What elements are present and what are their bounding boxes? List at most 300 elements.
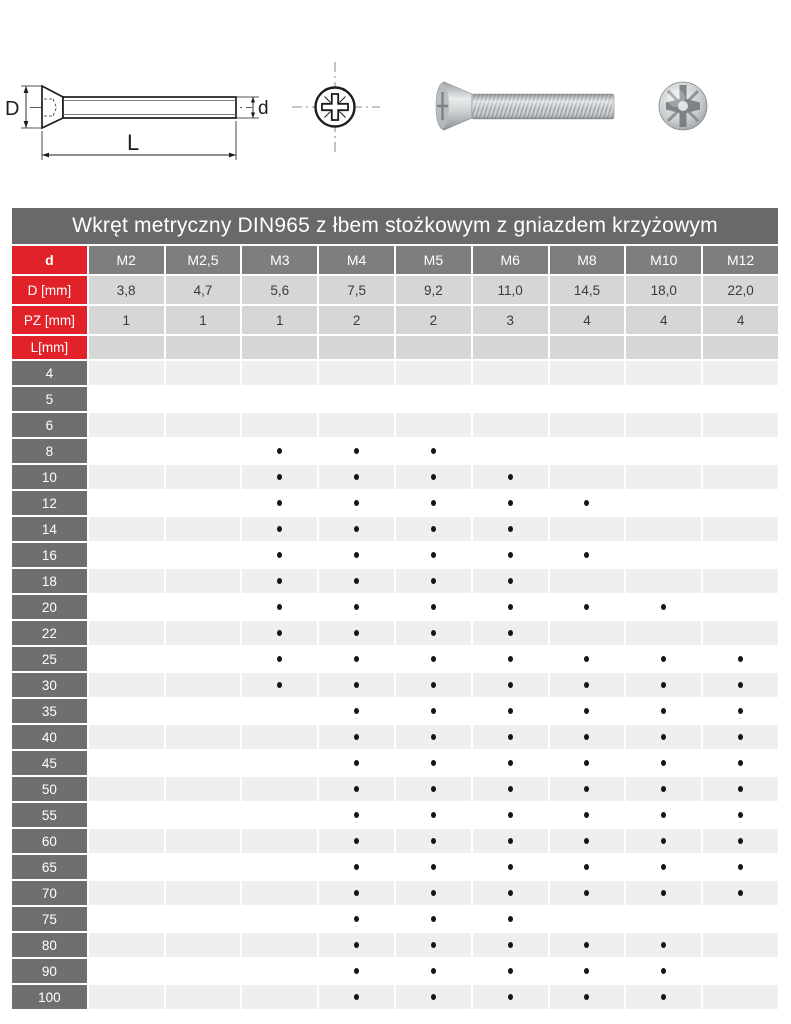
availability-cell-M8-5 — [550, 387, 625, 411]
dim-label-d: d — [258, 98, 269, 119]
availability-cell-M12-10 — [703, 465, 778, 489]
availability-cell-M12-12 — [703, 491, 778, 515]
availability-cell-M4-30 — [319, 673, 394, 697]
technical-drawing — [0, 48, 400, 188]
availability-dot — [661, 708, 666, 714]
length-section-empty-cell — [319, 336, 394, 359]
spec-value-cell: 4 — [550, 306, 625, 334]
availability-dot — [431, 864, 436, 870]
availability-cell-M8-18 — [550, 569, 625, 593]
availability-cell-M12-5 — [703, 387, 778, 411]
availability-dot — [277, 630, 282, 636]
availability-dot — [354, 968, 359, 974]
availability-dot — [508, 812, 513, 818]
availability-cell-M2,5-4 — [166, 361, 241, 385]
availability-cell-M4-6 — [319, 413, 394, 437]
availability-dot — [661, 760, 666, 766]
length-row-75 — [12, 907, 778, 931]
length-label: 50 — [12, 777, 87, 801]
length-row-70 — [12, 881, 778, 905]
availability-dot — [508, 942, 513, 948]
availability-cell-M3-20 — [242, 595, 317, 619]
availability-cell-M5-30 — [396, 673, 471, 697]
availability-cell-M8-50 — [550, 777, 625, 801]
availability-cell-M12-75 — [703, 907, 778, 931]
availability-cell-M8-100 — [550, 985, 625, 1009]
spec-value-cell: 1 — [89, 306, 164, 334]
product-photo-head — [659, 82, 707, 130]
spec-value-cell: 2 — [396, 306, 471, 334]
table-title: Wkręt metryczny DIN965 z łbem stożkowym z gniazdem krzyżowym — [12, 208, 778, 244]
availability-dot — [661, 994, 666, 1000]
availability-cell-M8-6 — [550, 413, 625, 437]
availability-cell-M6-16 — [473, 543, 548, 567]
availability-cell-M12-16 — [703, 543, 778, 567]
length-section-empty-cell — [242, 336, 317, 359]
length-label: 45 — [12, 751, 87, 775]
availability-dot — [661, 942, 666, 948]
availability-cell-M12-14 — [703, 517, 778, 541]
availability-cell-M5-80 — [396, 933, 471, 957]
spec-value-cell: 5,6 — [242, 276, 317, 304]
availability-dot — [354, 656, 359, 662]
availability-cell-M10-4 — [626, 361, 701, 385]
availability-dot — [431, 942, 436, 948]
availability-cell-M2-55 — [89, 803, 164, 827]
availability-dot — [354, 916, 359, 922]
availability-cell-M3-22 — [242, 621, 317, 645]
availability-cell-M3-4 — [242, 361, 317, 385]
availability-cell-M12-70 — [703, 881, 778, 905]
availability-cell-M8-35 — [550, 699, 625, 723]
availability-dot — [354, 994, 359, 1000]
availability-cell-M10-90 — [626, 959, 701, 983]
length-section-empty-cell — [550, 336, 625, 359]
availability-dot — [584, 968, 589, 974]
length-label: 30 — [12, 673, 87, 697]
length-row-20 — [12, 595, 778, 619]
availability-cell-M3-5 — [242, 387, 317, 411]
availability-dot — [584, 604, 589, 610]
length-label: 16 — [12, 543, 87, 567]
availability-dot — [584, 500, 589, 506]
availability-dot — [508, 838, 513, 844]
availability-cell-M2,5-5 — [166, 387, 241, 411]
availability-cell-M2-30 — [89, 673, 164, 697]
length-row-80 — [12, 933, 778, 957]
availability-dot — [354, 578, 359, 584]
availability-dot — [277, 604, 282, 610]
availability-cell-M3-14 — [242, 517, 317, 541]
availability-cell-M12-6 — [703, 413, 778, 437]
column-header-M10: M10 — [626, 246, 701, 274]
availability-cell-M6-10 — [473, 465, 548, 489]
availability-cell-M6-30 — [473, 673, 548, 697]
length-section-empty-cell — [703, 336, 778, 359]
length-label: 65 — [12, 855, 87, 879]
availability-cell-M12-45 — [703, 751, 778, 775]
availability-cell-M2,5-14 — [166, 517, 241, 541]
availability-cell-M3-30 — [242, 673, 317, 697]
availability-cell-M5-12 — [396, 491, 471, 515]
availability-cell-M12-50 — [703, 777, 778, 801]
availability-dot — [431, 916, 436, 922]
length-section-label: L[mm] — [12, 336, 87, 359]
availability-dot — [354, 838, 359, 844]
availability-dot — [508, 864, 513, 870]
availability-dot — [354, 890, 359, 896]
availability-dot — [277, 578, 282, 584]
length-label: 10 — [12, 465, 87, 489]
availability-dot — [277, 474, 282, 480]
availability-cell-M6-60 — [473, 829, 548, 853]
column-header-M5: M5 — [396, 246, 471, 274]
availability-cell-M8-75 — [550, 907, 625, 931]
availability-dot — [277, 682, 282, 688]
availability-cell-M12-25 — [703, 647, 778, 671]
availability-dot — [431, 448, 436, 454]
availability-cell-M12-100 — [703, 985, 778, 1009]
availability-cell-M12-20 — [703, 595, 778, 619]
availability-cell-M6-90 — [473, 959, 548, 983]
availability-cell-M8-30 — [550, 673, 625, 697]
length-label: 14 — [12, 517, 87, 541]
availability-cell-M10-8 — [626, 439, 701, 463]
availability-cell-M6-35 — [473, 699, 548, 723]
availability-dot — [431, 734, 436, 740]
availability-cell-M3-90 — [242, 959, 317, 983]
length-label: 80 — [12, 933, 87, 957]
availability-cell-M8-65 — [550, 855, 625, 879]
availability-cell-M12-4 — [703, 361, 778, 385]
availability-dot — [738, 760, 743, 766]
availability-cell-M8-14 — [550, 517, 625, 541]
availability-cell-M3-65 — [242, 855, 317, 879]
availability-dot — [431, 578, 436, 584]
length-row-40 — [12, 725, 778, 749]
availability-cell-M2-45 — [89, 751, 164, 775]
availability-cell-M3-10 — [242, 465, 317, 489]
length-label: 22 — [12, 621, 87, 645]
availability-cell-M2-50 — [89, 777, 164, 801]
availability-cell-M12-40 — [703, 725, 778, 749]
availability-dot — [277, 500, 282, 506]
availability-cell-M3-70 — [242, 881, 317, 905]
spec-value-cell: 2 — [319, 306, 394, 334]
availability-cell-M8-80 — [550, 933, 625, 957]
availability-dot — [277, 656, 282, 662]
length-row-12 — [12, 491, 778, 515]
availability-cell-M3-35 — [242, 699, 317, 723]
spec-row-label: D [mm] — [12, 276, 87, 304]
availability-cell-M10-14 — [626, 517, 701, 541]
availability-cell-M4-90 — [319, 959, 394, 983]
availability-cell-M3-12 — [242, 491, 317, 515]
availability-cell-M4-80 — [319, 933, 394, 957]
availability-dot — [431, 604, 436, 610]
availability-cell-M12-65 — [703, 855, 778, 879]
availability-dot — [661, 838, 666, 844]
column-header-M8: M8 — [550, 246, 625, 274]
availability-cell-M3-50 — [242, 777, 317, 801]
availability-cell-M6-100 — [473, 985, 548, 1009]
title-row — [12, 208, 778, 244]
availability-cell-M10-50 — [626, 777, 701, 801]
availability-cell-M4-55 — [319, 803, 394, 827]
availability-cell-M8-16 — [550, 543, 625, 567]
availability-dot — [738, 682, 743, 688]
availability-cell-M10-75 — [626, 907, 701, 931]
availability-dot — [508, 604, 513, 610]
availability-dot — [661, 864, 666, 870]
length-label: 60 — [12, 829, 87, 853]
availability-cell-M5-60 — [396, 829, 471, 853]
availability-cell-M5-10 — [396, 465, 471, 489]
availability-cell-M2-4 — [89, 361, 164, 385]
availability-cell-M2,5-12 — [166, 491, 241, 515]
availability-cell-M2,5-22 — [166, 621, 241, 645]
availability-cell-M2,5-40 — [166, 725, 241, 749]
availability-cell-M5-100 — [396, 985, 471, 1009]
spec-value-cell: 14,5 — [550, 276, 625, 304]
availability-dot — [431, 968, 436, 974]
availability-cell-M10-12 — [626, 491, 701, 515]
spec-value-cell: 1 — [166, 306, 241, 334]
availability-dot — [431, 760, 436, 766]
spec-value-cell: 18,0 — [626, 276, 701, 304]
spec-value-cell: 9,2 — [396, 276, 471, 304]
availability-cell-M8-10 — [550, 465, 625, 489]
screw-shank-outline — [63, 97, 236, 118]
availability-cell-M2-60 — [89, 829, 164, 853]
length-row-50 — [12, 777, 778, 801]
length-row-10 — [12, 465, 778, 489]
availability-cell-M3-80 — [242, 933, 317, 957]
availability-dot — [277, 526, 282, 532]
length-row-45 — [12, 751, 778, 775]
availability-cell-M5-55 — [396, 803, 471, 827]
spec-value-cell: 1 — [242, 306, 317, 334]
length-row-5 — [12, 387, 778, 411]
availability-dot — [354, 604, 359, 610]
availability-cell-M5-18 — [396, 569, 471, 593]
availability-cell-M2,5-45 — [166, 751, 241, 775]
availability-cell-M2-5 — [89, 387, 164, 411]
availability-cell-M2,5-30 — [166, 673, 241, 697]
availability-cell-M4-12 — [319, 491, 394, 515]
availability-cell-M6-6 — [473, 413, 548, 437]
availability-dot — [431, 890, 436, 896]
availability-cell-M2-100 — [89, 985, 164, 1009]
spec-value-cell: 7,5 — [319, 276, 394, 304]
availability-cell-M2-18 — [89, 569, 164, 593]
length-label: 18 — [12, 569, 87, 593]
availability-dot — [584, 942, 589, 948]
length-section-empty-cell — [626, 336, 701, 359]
availability-cell-M4-4 — [319, 361, 394, 385]
availability-cell-M2,5-25 — [166, 647, 241, 671]
spec-row — [12, 306, 778, 334]
availability-cell-M12-18 — [703, 569, 778, 593]
availability-dot — [431, 994, 436, 1000]
availability-dot — [738, 734, 743, 740]
availability-cell-M2,5-80 — [166, 933, 241, 957]
dim-label-L: L — [127, 130, 140, 155]
availability-cell-M2-16 — [89, 543, 164, 567]
length-row-60 — [12, 829, 778, 853]
length-row-22 — [12, 621, 778, 645]
length-label: 75 — [12, 907, 87, 931]
availability-cell-M3-75 — [242, 907, 317, 931]
length-label: 35 — [12, 699, 87, 723]
availability-cell-M8-8 — [550, 439, 625, 463]
availability-cell-M2,5-18 — [166, 569, 241, 593]
availability-dot — [354, 448, 359, 454]
availability-cell-M10-35 — [626, 699, 701, 723]
availability-cell-M2,5-90 — [166, 959, 241, 983]
availability-dot — [354, 942, 359, 948]
availability-cell-M10-22 — [626, 621, 701, 645]
availability-cell-M12-60 — [703, 829, 778, 853]
spec-value-cell: 11,0 — [473, 276, 548, 304]
availability-cell-M8-40 — [550, 725, 625, 749]
availability-cell-M10-30 — [626, 673, 701, 697]
availability-cell-M3-8 — [242, 439, 317, 463]
availability-cell-M10-65 — [626, 855, 701, 879]
availability-dot — [431, 812, 436, 818]
availability-cell-M2,5-60 — [166, 829, 241, 853]
availability-dot — [661, 968, 666, 974]
availability-cell-M6-5 — [473, 387, 548, 411]
availability-dot — [431, 656, 436, 662]
availability-cell-M5-14 — [396, 517, 471, 541]
availability-cell-M2-14 — [89, 517, 164, 541]
availability-dot — [431, 552, 436, 558]
length-row-14 — [12, 517, 778, 541]
dim-label-D: D — [5, 98, 20, 120]
availability-cell-M2-65 — [89, 855, 164, 879]
availability-cell-M8-60 — [550, 829, 625, 853]
column-header-M6: M6 — [473, 246, 548, 274]
product-photo — [415, 68, 715, 148]
availability-cell-M4-70 — [319, 881, 394, 905]
length-label: 40 — [12, 725, 87, 749]
availability-cell-M8-12 — [550, 491, 625, 515]
availability-cell-M4-75 — [319, 907, 394, 931]
availability-dot — [508, 734, 513, 740]
availability-cell-M4-14 — [319, 517, 394, 541]
spec-value-cell: 3 — [473, 306, 548, 334]
availability-dot — [661, 786, 666, 792]
availability-dot — [431, 474, 436, 480]
availability-dot — [508, 994, 513, 1000]
availability-dot — [584, 760, 589, 766]
availability-cell-M4-22 — [319, 621, 394, 645]
availability-dot — [354, 682, 359, 688]
availability-cell-M4-40 — [319, 725, 394, 749]
availability-dot — [354, 526, 359, 532]
availability-cell-M10-5 — [626, 387, 701, 411]
availability-cell-M2-75 — [89, 907, 164, 931]
availability-cell-M6-55 — [473, 803, 548, 827]
availability-cell-M2,5-10 — [166, 465, 241, 489]
product-photo-side — [436, 82, 614, 130]
length-row-35 — [12, 699, 778, 723]
availability-dot — [661, 734, 666, 740]
availability-cell-M4-5 — [319, 387, 394, 411]
availability-cell-M5-6 — [396, 413, 471, 437]
availability-dot — [738, 890, 743, 896]
availability-cell-M4-18 — [319, 569, 394, 593]
availability-cell-M3-6 — [242, 413, 317, 437]
availability-cell-M10-20 — [626, 595, 701, 619]
availability-dot — [584, 786, 589, 792]
availability-cell-M5-5 — [396, 387, 471, 411]
availability-dot — [661, 890, 666, 896]
availability-cell-M5-90 — [396, 959, 471, 983]
availability-dot — [277, 552, 282, 558]
availability-cell-M4-60 — [319, 829, 394, 853]
availability-cell-M4-45 — [319, 751, 394, 775]
availability-cell-M10-70 — [626, 881, 701, 905]
availability-dot — [431, 500, 436, 506]
availability-dot — [431, 630, 436, 636]
availability-dot — [584, 552, 589, 558]
availability-cell-M12-80 — [703, 933, 778, 957]
availability-cell-M2-90 — [89, 959, 164, 983]
availability-cell-M12-30 — [703, 673, 778, 697]
column-header-M3: M3 — [242, 246, 317, 274]
availability-cell-M5-70 — [396, 881, 471, 905]
availability-dot — [508, 760, 513, 766]
length-row-55 — [12, 803, 778, 827]
length-label: 4 — [12, 361, 87, 385]
availability-dot — [354, 812, 359, 818]
availability-cell-M2-20 — [89, 595, 164, 619]
availability-cell-M12-90 — [703, 959, 778, 983]
spec-value-cell: 3,8 — [89, 276, 164, 304]
length-label: 90 — [12, 959, 87, 983]
availability-cell-M8-70 — [550, 881, 625, 905]
length-row-25 — [12, 647, 778, 671]
availability-dot — [661, 604, 666, 610]
length-row-4 — [12, 361, 778, 385]
availability-cell-M10-45 — [626, 751, 701, 775]
availability-cell-M2-8 — [89, 439, 164, 463]
availability-dot — [431, 682, 436, 688]
availability-cell-M5-16 — [396, 543, 471, 567]
availability-dot — [354, 708, 359, 714]
spec-value-cell: 4 — [703, 306, 778, 334]
availability-dot — [277, 448, 282, 454]
availability-cell-M5-75 — [396, 907, 471, 931]
availability-dot — [508, 656, 513, 662]
availability-cell-M6-40 — [473, 725, 548, 749]
availability-dot — [508, 786, 513, 792]
availability-cell-M4-16 — [319, 543, 394, 567]
availability-cell-M6-65 — [473, 855, 548, 879]
availability-dot — [431, 786, 436, 792]
availability-cell-M3-25 — [242, 647, 317, 671]
availability-dot — [508, 578, 513, 584]
availability-dot — [431, 708, 436, 714]
availability-dot — [584, 812, 589, 818]
length-label: 25 — [12, 647, 87, 671]
availability-cell-M12-55 — [703, 803, 778, 827]
length-label: 20 — [12, 595, 87, 619]
availability-cell-M6-50 — [473, 777, 548, 801]
availability-cell-M2-70 — [89, 881, 164, 905]
